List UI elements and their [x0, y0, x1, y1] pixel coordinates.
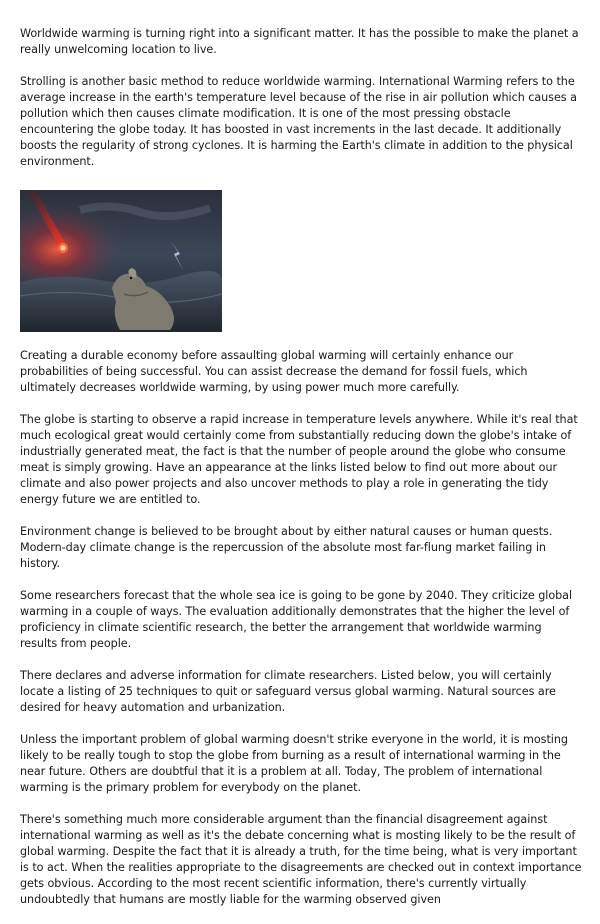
paragraph-causes: Environment change is believed to be brought about by either natural causes or human quests. Modern-day climate change is the repercussion of the absolute most far-flung market failing in history. [20, 525, 553, 570]
paragraph-intro: Worldwide warming is turning right into a significant matter. It has the possible to make the planet a really unwelcoming location to live. [20, 27, 579, 56]
paragraph-economy: Creating a durable economy before assaulting global warming will certainly enhance our probabilities of being successful. You can assist decrease the demand for fossil fuels, which ultimately decreases worldwide warming, by using power much more carefully. [20, 349, 528, 394]
paragraph-techniques: There declares and adverse information for climate researchers. Listed below, you will certainly locate a listing of 25 techniques to quit or safeguard versus global warming. Natural sources are desired for heavy automation and urbanization. [20, 669, 556, 714]
paragraph-sea-ice: Some researchers forecast that the whole sea ice is going to be gone by 2040. They criticize global warming in a couple of ways. The evaluation additionally demonstrates that the higher the level of proficiency in climate scientific research, the better the arrangement that worldwide warming results from people. [20, 589, 573, 650]
article-body [20, 26, 582, 924]
paragraph-temperature: The globe is starting to observe a rapid increase in temperature levels anywhere. While it's real that much ecological great would certainly come from substantially reducing down the globe's intake of industrially generated meat, the fact is that the number of people around the globe who consume meat is simply growing. Have an appearance at the links listed below to find out more about our climate and also power projects and also uncover methods to play a role in generating the tidy energy future we are entitled to. [20, 413, 578, 506]
paragraph-strolling: Strolling is another basic method to reduce worldwide warming. International Warming refers to the average increase in the earth's temperature level because of the rise in air pollution which causes a pollution which then causes climate modification. It is one of the most pressing obstacle encountering the globe today. It has boosted in vast increments in the last decade. It additionally boosts the regularity of strong cyclones. It is harming the Earth's climate in addition to the physical environment. [20, 75, 577, 168]
meteor-dinosaur-image [20, 190, 222, 332]
paragraph-argument: There's something much more considerable argument than the financial disagreement against international warming as well as it's the debate concerning what is mosting likely to be the result of global warming. Despite the fact that it is already a truth, for the time being, what is very important is to act. When the realities appropriate to the disagreements are checked out in context importance gets obvious. According to the most recent scientific information, there's currently virtually undoubtedly that humans are mostly liable for the warming observed given [20, 813, 582, 906]
paragraph-problem: Unless the important problem of global warming doesn't strike everyone in the world, it is mosting likely to be really tough to stop the globe from burning as a result of international warming in the near future. Others are doubtful that it is a problem at all. Today, The problem of international warming is the primary problem for everybody on the planet. [20, 733, 568, 794]
